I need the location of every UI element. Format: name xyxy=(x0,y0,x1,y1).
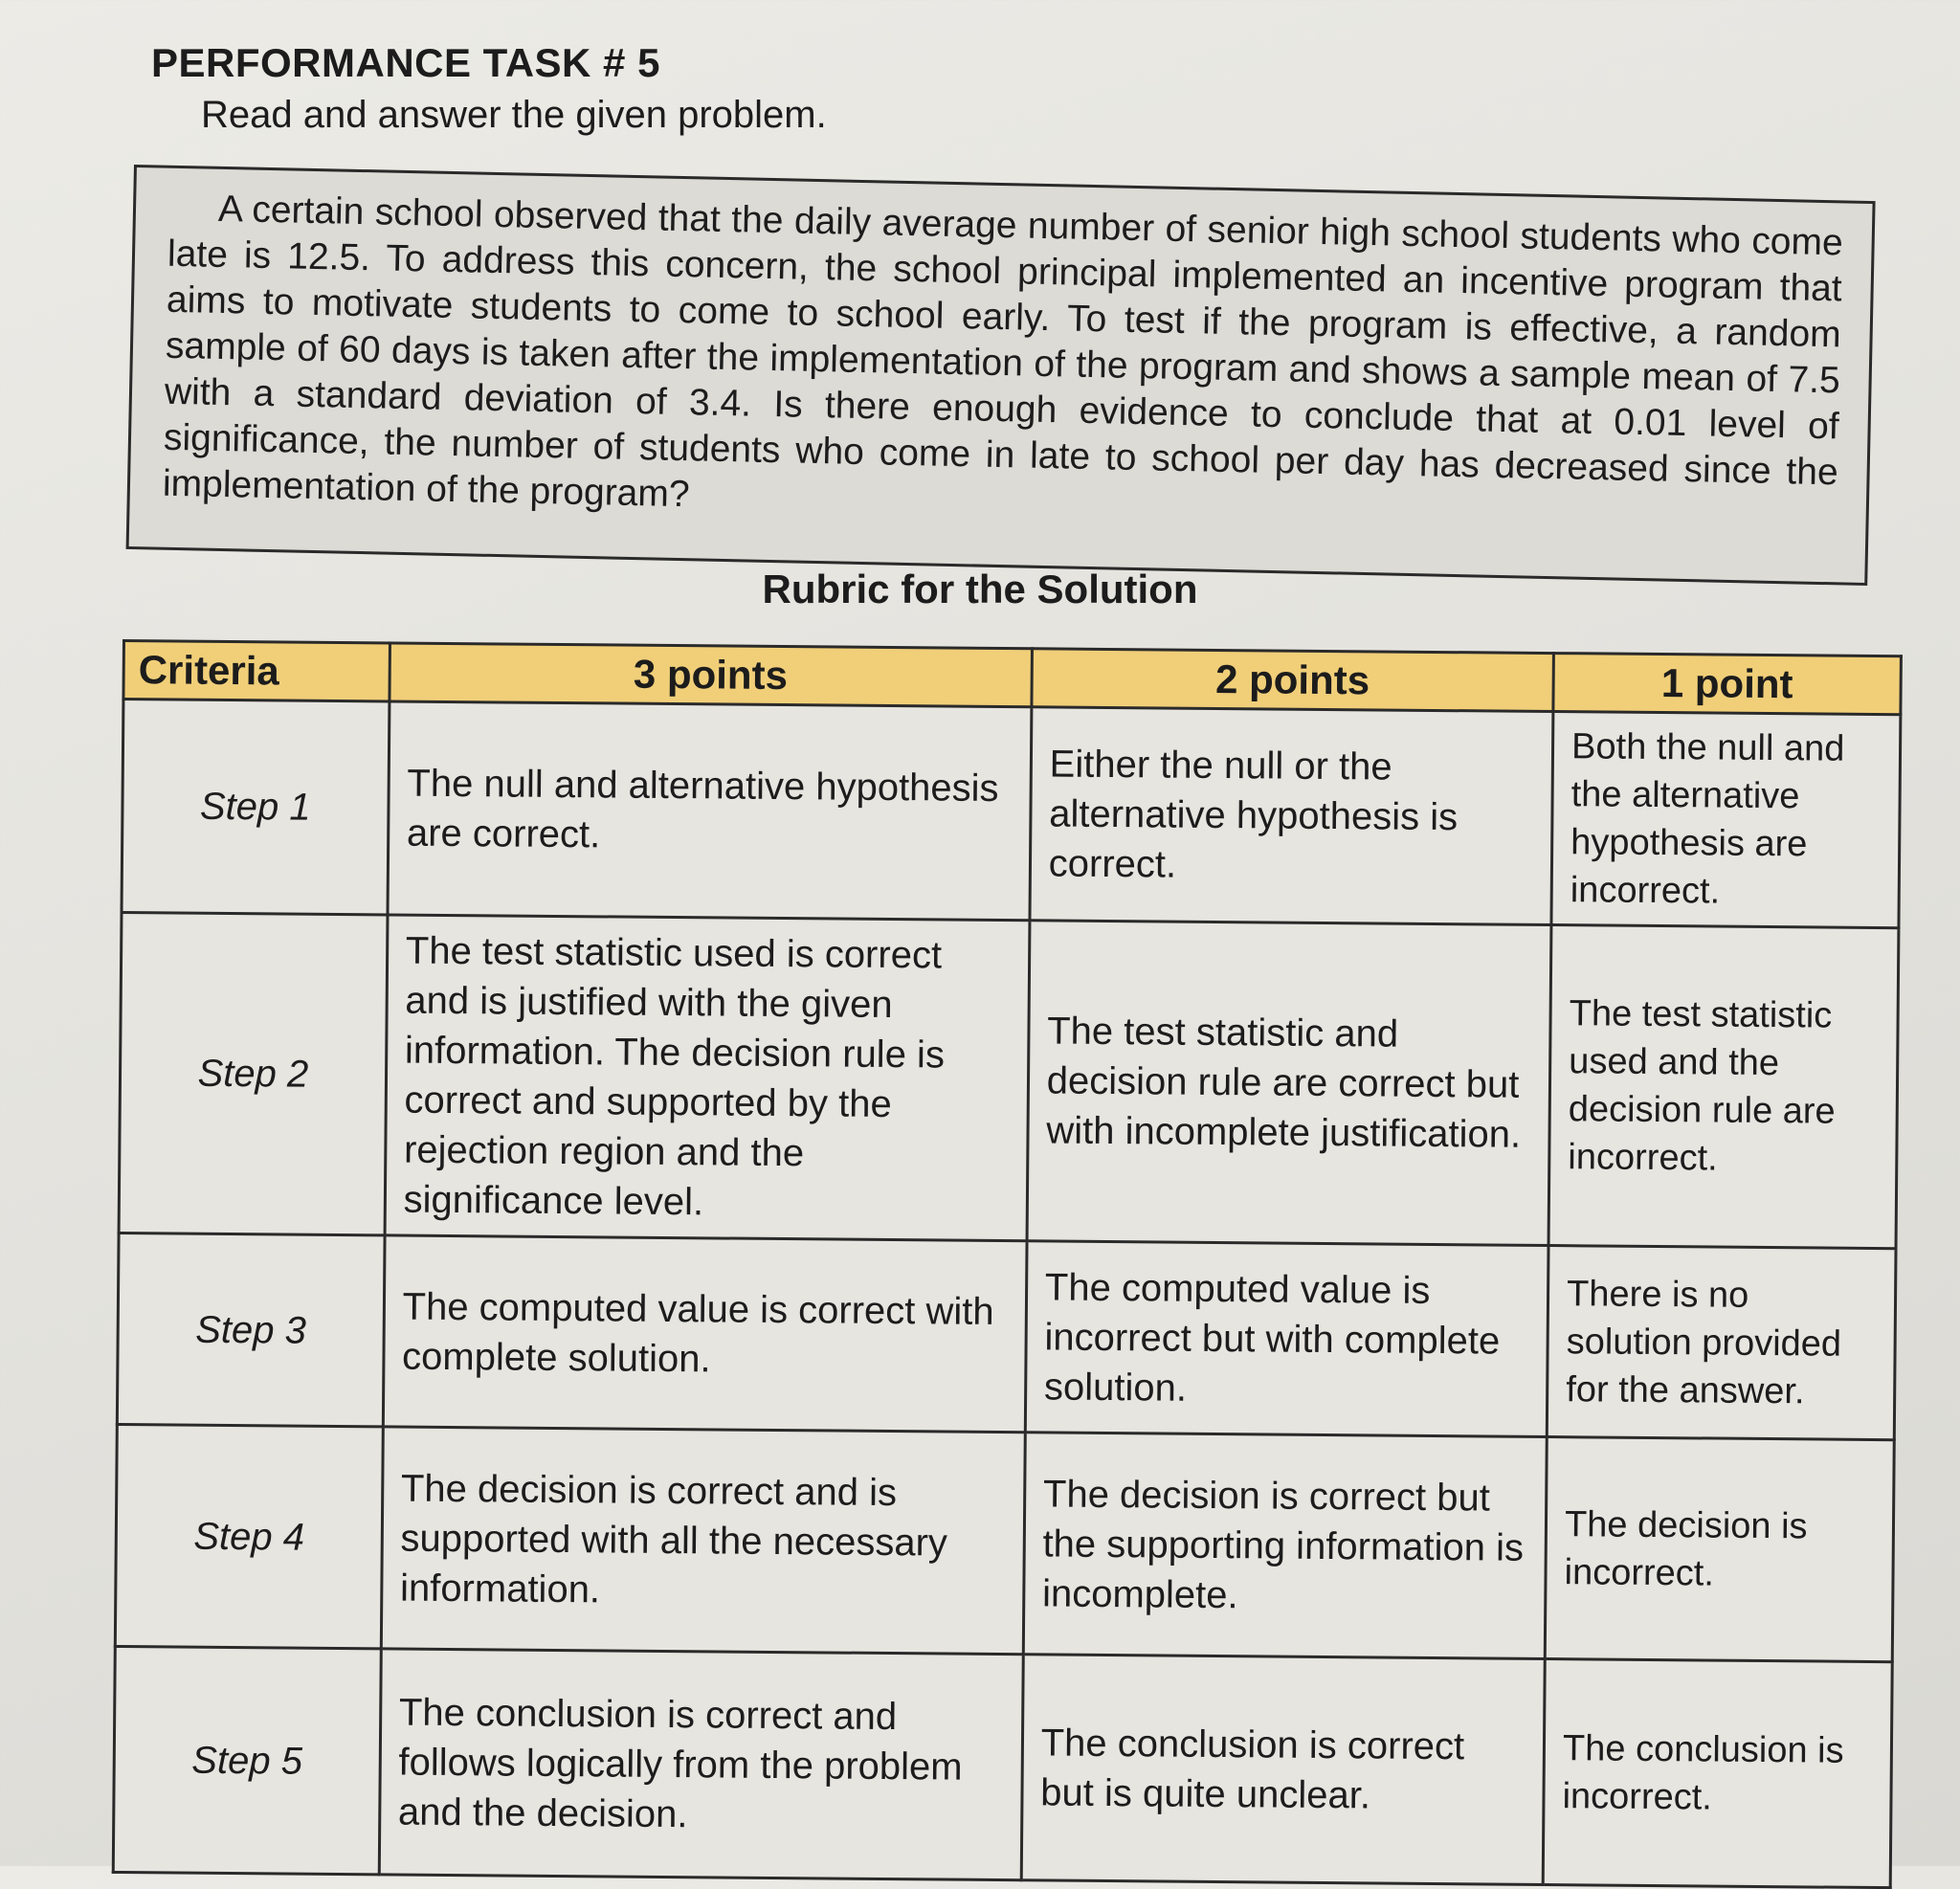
header-criteria: Criteria xyxy=(123,641,390,701)
two-points-cell: Either the null or the alternative hypothesis is correct. xyxy=(1030,707,1553,925)
two-points-cell: The decision is correct but the supporting information is incomplete. xyxy=(1023,1433,1547,1659)
one-point-cell: The decision is incorrect. xyxy=(1545,1437,1894,1662)
three-points-cell: The conclusion is correct and follows logically from the problem and the decision. xyxy=(379,1649,1023,1880)
three-points-cell: The computed value is correct with complete solution. xyxy=(383,1235,1027,1433)
rubric-title: Rubric for the Solution xyxy=(762,567,1198,611)
table-row xyxy=(113,1646,1892,1887)
instruction-text: Read and answer the given problem. xyxy=(201,94,827,136)
table-row xyxy=(115,1424,1894,1661)
header-3-points: 3 points xyxy=(390,643,1033,707)
table-row xyxy=(122,700,1901,928)
problem-box xyxy=(126,165,1876,586)
two-points-cell: The test statistic and decision rule are correct but with incomplete justification. xyxy=(1027,921,1551,1246)
one-point-cell: Both the null and the alternative hypothesis are incorrect. xyxy=(1551,712,1901,928)
header-2-points: 2 points xyxy=(1032,649,1554,712)
two-points-cell: The computed value is incorrect but with complete solution. xyxy=(1025,1241,1548,1437)
page-title: PERFORMANCE TASK # 5 xyxy=(151,40,660,85)
criteria-cell: Step 3 xyxy=(117,1233,384,1426)
criteria-cell: Step 4 xyxy=(115,1424,383,1648)
three-points-cell: The decision is correct and is supported with all the necessary information. xyxy=(381,1427,1025,1655)
three-points-cell: The null and alternative hypothesis are correct. xyxy=(388,701,1032,921)
one-point-cell: The conclusion is incorrect. xyxy=(1543,1659,1892,1888)
criteria-cell: Step 1 xyxy=(122,700,390,915)
rubric-table xyxy=(112,639,1903,1889)
criteria-cell: Step 5 xyxy=(113,1646,381,1874)
one-point-cell: The test statistic used and the decision rule are incorrect. xyxy=(1548,925,1899,1249)
header-1-point: 1 point xyxy=(1553,654,1901,715)
table-row xyxy=(119,913,1899,1249)
criteria-cell: Step 2 xyxy=(119,913,388,1235)
three-points-cell: The test statistic used is correct and is justified with the given information. The decision rule is correct and supported by the rejection region and the significance level. xyxy=(385,915,1030,1241)
two-points-cell: The conclusion is correct but is quite unclear. xyxy=(1021,1655,1545,1885)
table-row xyxy=(117,1233,1896,1439)
one-point-cell: There is no solution provided for the answer. xyxy=(1547,1246,1896,1440)
problem-text: A certain school observed that the daily average number of senior high school students who come late is 12.5. To address this concern, the school principal implemented an incentive program that aims to motivate students to come to school early. To test if the program is effective, a random sample of 60 days is taken after the implementation of the program and shows a sample mean of 7.5 with a standard deviation of 3.4. Is there enough evidence to conclude that at 0.01 level of significance, the number of students who come in late to school per day has decreased since the implementation of the program? xyxy=(162,188,1844,516)
